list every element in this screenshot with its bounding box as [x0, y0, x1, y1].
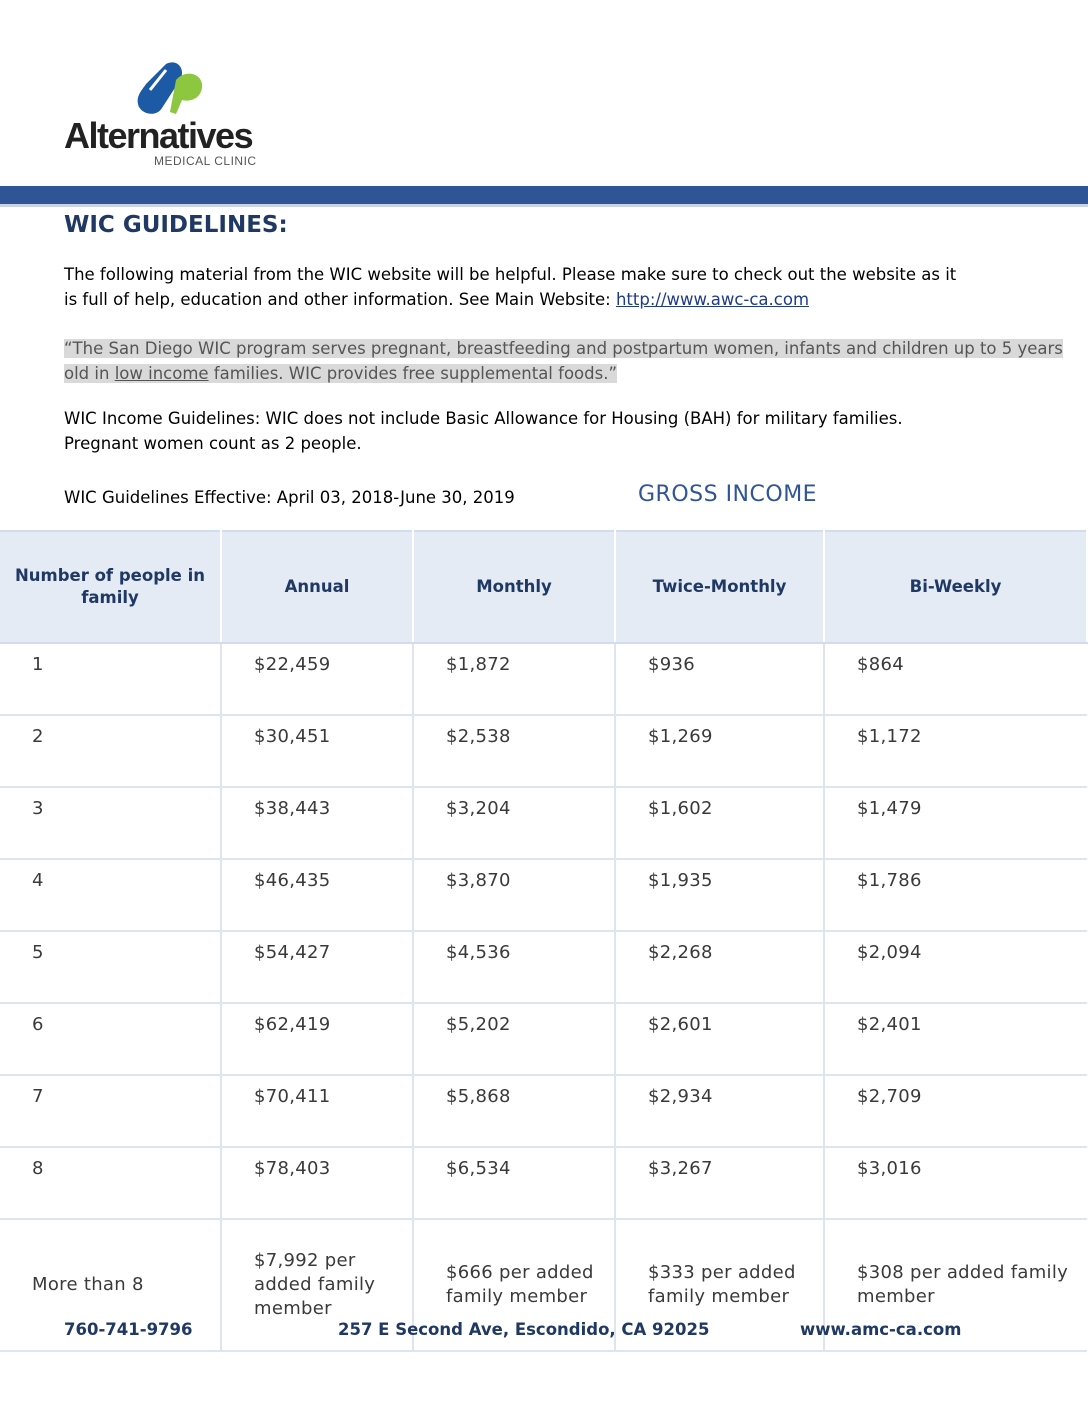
main-website-link[interactable]: http://www.awc-ca.com: [615, 290, 810, 309]
cell-monthly: $3,870: [413, 859, 615, 931]
cell-family-size: 1: [0, 643, 221, 715]
cell-annual: $30,451: [221, 715, 413, 787]
page-title: WIC GUIDELINES:: [64, 212, 288, 238]
quote-part-1: “The San Diego WIC program serves pregnant, breastfeeding and postpartum women, infants and children up to 5 years old in: [64, 339, 1063, 383]
table-row: [0, 931, 1087, 1003]
cell-monthly: $6,534: [413, 1147, 615, 1219]
footer-website: www.amc-ca.com: [800, 1320, 962, 1339]
cell-annual: $46,435: [221, 859, 413, 931]
cell-twice-monthly: $936: [615, 643, 824, 715]
header-twice-monthly: Twice-Monthly: [615, 531, 824, 643]
cell-bi-weekly: $2,401: [824, 1003, 1087, 1075]
header-monthly: Monthly: [413, 531, 615, 643]
intro-text: The following material from the WIC website will be helpful. Please make sure to check out the website as it is full of help, education and other information. See Main Website:: [64, 265, 957, 309]
cell-annual: $78,403: [221, 1147, 413, 1219]
cell-annual: $7,992 per added family member: [221, 1219, 413, 1351]
table-row: [0, 787, 1087, 859]
footer-phone: 760-741-9796: [64, 1320, 193, 1339]
table-row: [0, 643, 1087, 715]
clinic-logo: [64, 60, 284, 172]
cell-family-size: 8: [0, 1147, 221, 1219]
table-row: [0, 1147, 1087, 1219]
cell-bi-weekly: $3,016: [824, 1147, 1087, 1219]
cell-family-size: 6: [0, 1003, 221, 1075]
effective-dates: WIC Guidelines Effective: April 03, 2018-June 30, 2019: [64, 488, 515, 507]
quote-underlined: low income: [114, 364, 209, 383]
cell-family-size: More than 8: [0, 1219, 221, 1351]
quote-part-2: families. WIC provides free supplemental foods.”: [208, 364, 617, 383]
header-annual: Annual: [221, 531, 413, 643]
cell-bi-weekly: $1,786: [824, 859, 1087, 931]
cell-annual: $70,411: [221, 1075, 413, 1147]
cell-twice-monthly: $2,934: [615, 1075, 824, 1147]
footer-address: 257 E Second Ave, Escondido, CA 92025: [338, 1320, 710, 1339]
cell-bi-weekly: $1,479: [824, 787, 1087, 859]
cell-family-size: 4: [0, 859, 221, 931]
table-row: [0, 1075, 1087, 1147]
cell-family-size: 3: [0, 787, 221, 859]
header-divider: [0, 186, 1088, 204]
cell-family-size: 5: [0, 931, 221, 1003]
table-row: [0, 715, 1087, 787]
cell-family-size: 7: [0, 1075, 221, 1147]
logo-mark-icon: [136, 60, 206, 118]
cell-bi-weekly: $2,709: [824, 1075, 1087, 1147]
cell-twice-monthly: $1,935: [615, 859, 824, 931]
cell-bi-weekly: $308 per added family member: [824, 1219, 1087, 1351]
table-row: [0, 1003, 1087, 1075]
cell-monthly: $5,868: [413, 1075, 615, 1147]
cell-family-size: 2: [0, 715, 221, 787]
intro-paragraph: [64, 262, 964, 312]
cell-twice-monthly: $2,268: [615, 931, 824, 1003]
gross-income-label: GROSS INCOME: [638, 482, 818, 507]
cell-bi-weekly: $864: [824, 643, 1087, 715]
income-guidelines-note: WIC Income Guidelines: WIC does not include Basic Allowance for Housing (BAH) for military families. Pregnant women count as 2 people.: [64, 409, 903, 453]
cell-bi-weekly: $1,172: [824, 715, 1087, 787]
program-quote: [64, 336, 1088, 386]
cell-annual: $62,419: [221, 1003, 413, 1075]
cell-monthly: $666 per added family member: [413, 1219, 615, 1351]
cell-bi-weekly: $2,094: [824, 931, 1087, 1003]
logo-subtitle: MEDICAL CLINIC: [154, 154, 257, 168]
cell-monthly: $3,204: [413, 787, 615, 859]
header-bi-weekly: Bi-Weekly: [824, 531, 1087, 643]
cell-annual: $54,427: [221, 931, 413, 1003]
cell-monthly: $1,872: [413, 643, 615, 715]
logo-wordmark: Alternatives: [64, 115, 253, 156]
cell-monthly: $4,536: [413, 931, 615, 1003]
cell-twice-monthly: $1,269: [615, 715, 824, 787]
cell-monthly: $2,538: [413, 715, 615, 787]
cell-monthly: $5,202: [413, 1003, 615, 1075]
cell-twice-monthly: $2,601: [615, 1003, 824, 1075]
cell-twice-monthly: $3,267: [615, 1147, 824, 1219]
table-header-row: [0, 531, 1087, 643]
cell-twice-monthly: $1,602: [615, 787, 824, 859]
cell-twice-monthly: $333 per added family member: [615, 1219, 824, 1351]
cell-annual: $38,443: [221, 787, 413, 859]
income-table: [0, 530, 1088, 1352]
header-family-size: Number of people in family: [0, 531, 221, 643]
table-row: [0, 859, 1087, 931]
cell-annual: $22,459: [221, 643, 413, 715]
